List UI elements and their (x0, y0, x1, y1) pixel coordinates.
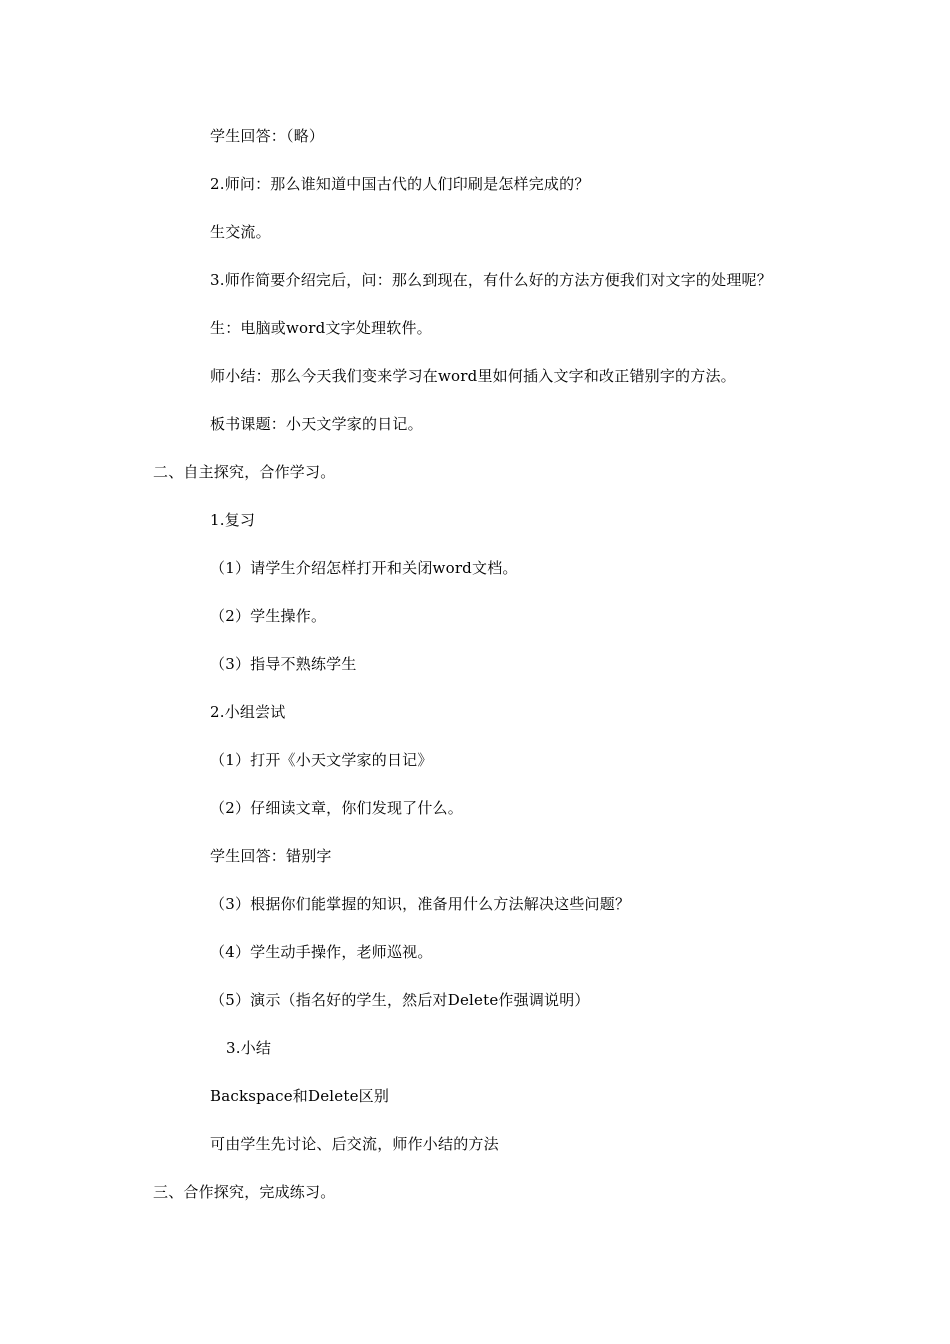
text-line: （4）学生动手操作，老师巡视。 (210, 943, 433, 961)
text-line: （3）指导不熟练学生 (210, 655, 357, 673)
text-line: 2.小组尝试 (210, 703, 286, 721)
text-line: （1）请学生介绍怎样打开和关闭word文档。 (210, 559, 518, 577)
text-line: 生：电脑或word文字处理软件。 (210, 319, 432, 337)
text-line: （3）根据你们能掌握的知识，准备用什么方法解决这些问题？ (210, 895, 631, 913)
text-line: 师小结：那么今天我们变来学习在word里如何插入文字和改正错别字的方法。 (210, 367, 736, 385)
text-line: （2）学生操作。 (210, 607, 327, 625)
text-line: 3.师作简要介绍完后，问：那么到现在，有什么好的方法方便我们对文字的处理呢？ (210, 271, 772, 289)
text-line: 可由学生先讨论、后交流，师作小结的方法 (210, 1135, 499, 1153)
text-line: 板书课题：小天文学家的日记。 (210, 415, 423, 433)
text-line: 学生回答：（略） (210, 127, 325, 145)
text-line: 2.师问：那么谁知道中国古代的人们印刷是怎样完成的？ (210, 175, 590, 193)
section-heading: 二、自主探究，合作学习。 (153, 463, 336, 481)
text-line: 1.复习 (210, 511, 256, 529)
text-line: 3.小结 (226, 1039, 272, 1057)
section-heading: 三、合作探究，完成练习。 (153, 1183, 336, 1201)
text-line: 生交流。 (210, 223, 271, 241)
text-line: Backspace和Delete区别 (210, 1087, 390, 1105)
text-line: （5）演示（指名好的学生，然后对Delete作强调说明） (210, 991, 590, 1009)
text-line: 学生回答：错别字 (210, 847, 332, 865)
text-line: （1）打开《小天文学家的日记》 (210, 751, 433, 769)
text-line: （2）仔细读文章，你们发现了什么。 (210, 799, 463, 817)
